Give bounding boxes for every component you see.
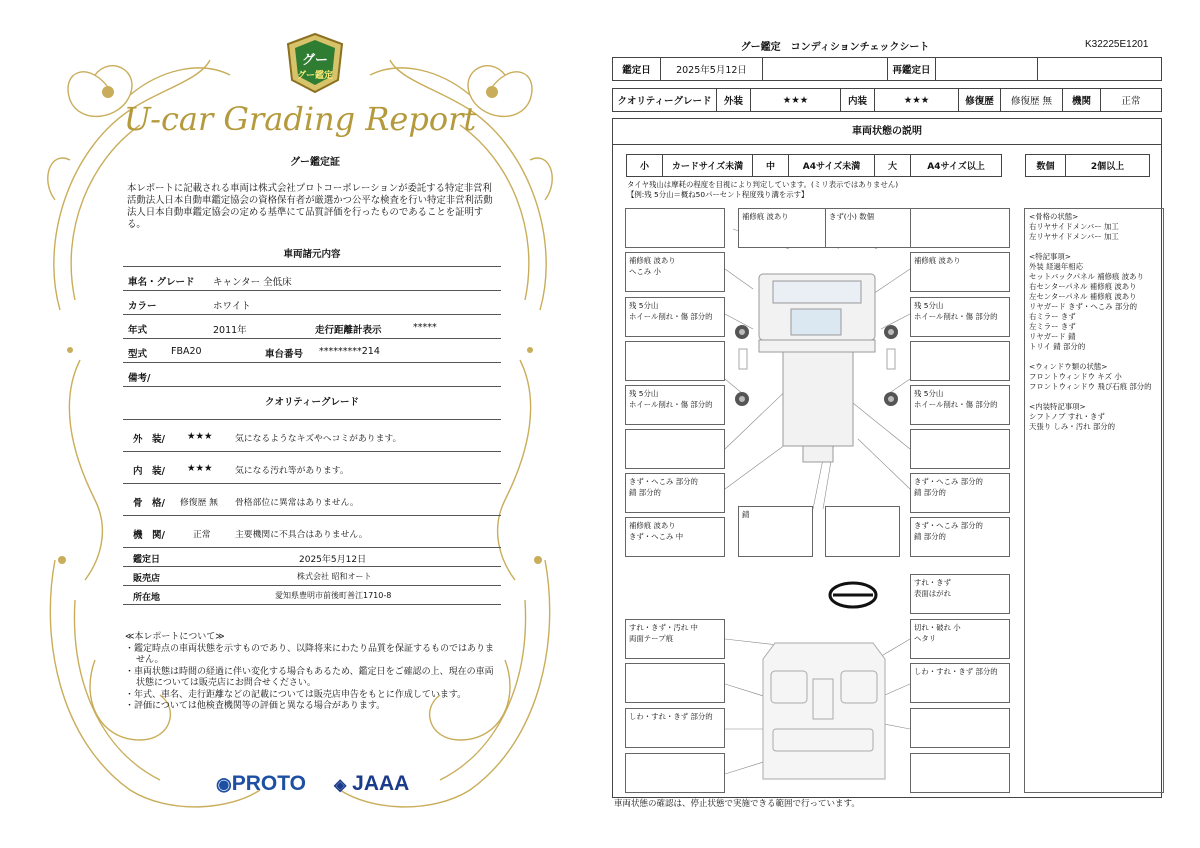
repair-label: 修復歴 [959,89,1001,111]
spec-row-name [123,267,501,291]
quality-label: クオリティーグレード [613,89,717,111]
label: 車名・グレード [128,277,195,288]
label: カラー [128,301,157,312]
label: 骨 格/ [133,498,165,509]
quality-row-interior [123,452,501,484]
condition-box-int-right-1: 切れ・破れ 小 ヘタリ [910,619,1010,659]
condition-box-left-4 [625,341,725,381]
value: ホワイト [213,301,251,312]
sheet-title: グー鑑定 コンディションチェックシート [740,42,930,53]
notice-item: ・鑑定時点の車両状態を示すものであり、以降将来にわたり品質を保証するものではありません。 [125,643,495,665]
brand-logos [216,770,416,800]
svg-text:グー鑑定: グー鑑定 [296,71,334,81]
value: FBA20 [171,346,202,357]
condition-box-int-left-3: しわ・すれ・きず 部分的 [625,708,725,748]
value: ***** [413,322,437,333]
empty-cell [1038,58,1161,80]
notice-item: ・年式、車名、走行距離などの記載については販売店申告をもとに作成しています。 [125,689,467,700]
spec-row-remarks [123,363,501,387]
label: 型式 [128,349,148,360]
value: キャンター 全低床 [213,277,292,288]
label: 走行距離計表示 [315,325,382,336]
value: *********214 [319,346,380,357]
condition-box-right-2: 補修痕 波あり [910,252,1010,292]
condition-box-top-left: 補修痕 波あり [738,208,838,248]
condition-box-right-6 [910,429,1010,469]
value: 修復歴 無 [180,498,218,508]
quality-row-exterior [123,420,501,452]
redate-value [936,58,1038,80]
special-notes-panel: <骨格の状態> 右リヤサイドメンバー 加工 左リヤサイドメンバー 加工 <特記事項> 外装 経過年相応 セットバックパネル 補修痕 波あり 右センターパネル 補修痕 波あり 左センターパネル 補修痕 波あり リヤガード きず・へこみ 部分的 右ミラー きず 左ミラー きず リヤガード 錆 トリイ 錆 部分的 <ウィンドウ類の状態> フロントウィンドウ キズ 小 フロントウィンドウ 飛び石痕 部分的 <内装特記事項> シフトノブ すれ・きず 天張り しみ・汚れ 部分的 [1024,208,1164,793]
condition-box-int-right-2: しわ・すれ・きず 部分的 [910,663,1010,703]
condition-title: 車両状態の説明 [613,119,1161,145]
date-row [123,548,501,567]
condition-box-top-right: きず(小) 数個 [825,208,925,248]
label: 販売店 [133,574,161,584]
comment: 主要機関に不具合はありません。 [235,530,368,540]
engine-label: 機関 [1063,89,1101,111]
value: 正常 [193,530,211,540]
date-label: 鑑定日 [613,58,661,80]
condition-box-left-5: 残 5分山 ホイール削れ・傷 部分的 [625,385,725,425]
goo-kantei-logo [284,32,346,94]
condition-box-int-left-4 [625,753,725,793]
condition-box-int-right-3 [910,708,1010,748]
condition-box-int-right-4 [910,753,1010,793]
value: 株式会社 昭和オート [297,572,372,581]
notice-item: ・評価については他検査機関等の評価と異なる場合があります。 [125,701,386,711]
exterior-label: 外装 [717,89,751,111]
size-large-desc: A4サイズ以上 [927,162,985,172]
quality-title: クオリティーグレード [264,397,360,408]
stars: ★★★ [187,431,213,442]
condition-box-left-3: 残 5分山 ホイール削れ・傷 部分的 [625,297,725,337]
condition-box-left-7: きず・へこみ 部分的 錆 部分的 [625,473,725,513]
sheet-id: K32225E1201 [1085,39,1149,50]
svg-text:グー: グー [301,53,329,68]
size-mid-desc: A4サイズ未満 [789,155,875,176]
proto-logo: ◉PROTO [216,772,307,795]
notice-item: ・車両状態は時間の経過に伴い変化する場合もあるため、鑑定日をご確認の上、現在の車両状態については販売店にお問合せください。 [125,666,494,688]
certificate-body: 本レポートに記載される車両は株式会社プロトコーポレーションが委託する特定非営利活動法人日本自動車鑑定協会の資格保有者が厳選かつ公平な検査を行い特定非営利活動法人日本自動車鑑定協会の定める基準にて品質評価を行ったものであることを証明する。 [127,183,493,230]
condition-box-steering: すれ・きず 表面はがれ [910,574,1010,614]
date-value: 2025年5月12日 [661,58,763,80]
condition-box-int-left-1: すれ・きず・汚れ 中 両面テープ痕 [625,619,725,659]
date-grid [612,57,1162,81]
comment: 気になるようなキズやヘコミがあります。 [235,434,402,444]
label: 備考/ [128,373,151,384]
exterior-stars: ★★★ [751,89,841,111]
label: 所在地 [133,593,161,603]
engine-value: 正常 [1121,96,1141,107]
condition-check-sheet [600,0,1200,848]
condition-box-left-1 [625,208,725,248]
quality-grid [612,88,1162,112]
condition-box-left-2: 補修痕 波あり へこみ 小 [625,252,725,292]
address-row [123,586,501,605]
condition-box-int-left-2 [625,663,725,703]
label: 機 関/ [133,530,165,541]
label: 内 装/ [133,466,165,477]
quality-row-frame [123,484,501,516]
condition-box [612,118,1162,798]
condition-box-right-7: きず・へこみ 部分的 錆 部分的 [910,473,1010,513]
condition-box-right-1 [910,208,1010,248]
empty-cell [763,58,888,80]
label: 車台番号 [265,349,304,360]
condition-box-bottom-center-right [825,506,900,557]
report-title: U-car Grading Report [123,100,477,138]
condition-box-right-5: 残 5分山 ホイール削れ・傷 部分的 [910,385,1010,425]
dealer-row [123,567,501,586]
notice-title: ≪本レポートについて≫ [125,632,225,642]
size-mid-label: 中 [753,155,789,176]
value: 愛知県豊明市前後町善江1710-8 [275,591,392,600]
quality-row-engine [123,516,501,548]
spec-row-color [123,291,501,315]
spec-row-model [123,339,501,363]
label: 外 装/ [133,434,165,445]
redate-label: 再鑑定日 [888,58,936,80]
condition-box-right-8: きず・へこみ 部分的 錆 部分的 [910,517,1010,557]
value: 2011年 [213,325,247,336]
spec-title: 車両諸元内容 [283,249,341,260]
label: 鑑定日 [133,555,161,565]
size-small-desc: カードサイズ未満 [663,155,753,176]
condition-box-right-4 [910,341,1010,381]
condition-box-left-6 [625,429,725,469]
value: 2025年5月12日 [299,555,367,565]
tire-note-line: 【例:残 5分山＝概ね50パーセント程度残り溝を示す】 [627,190,809,199]
size-large-label: 大 [875,155,911,176]
report-notice [125,632,495,713]
size-small-label: 小 [627,155,663,176]
interior-label: 内装 [841,89,875,111]
count-label: 数個 [1026,155,1066,176]
stars: ★★★ [187,463,213,474]
certificate-title: グー鑑定証 [290,157,340,168]
repair-value: 修復歴 無 [1001,89,1063,111]
vehicle-spec-section [123,244,501,605]
condition-box-left-8: 補修痕 波あり きず・へこみ 中 [625,517,725,557]
footer-note: 車両状態の確認は、停止状態で実施できる範囲で行っています。 [614,799,860,809]
label: 年式 [128,325,148,336]
comment: 気になる汚れ等があります。 [235,466,349,476]
spec-row-year [123,315,501,339]
condition-box-bottom-center-left: 錆 [738,506,813,557]
comment: 骨格部位に異常はありません。 [235,498,359,508]
count-value: 2個以上 [1090,162,1125,172]
condition-box-right-3: 残 5分山 ホイール削れ・傷 部分的 [910,297,1010,337]
interior-stars: ★★★ [875,89,959,111]
tire-note-line: タイヤ残山は摩耗の程度を目視により判定しています。(ミリ表示ではありません) [627,180,899,189]
jaaa-logo: ◈ JAAA [334,772,410,795]
